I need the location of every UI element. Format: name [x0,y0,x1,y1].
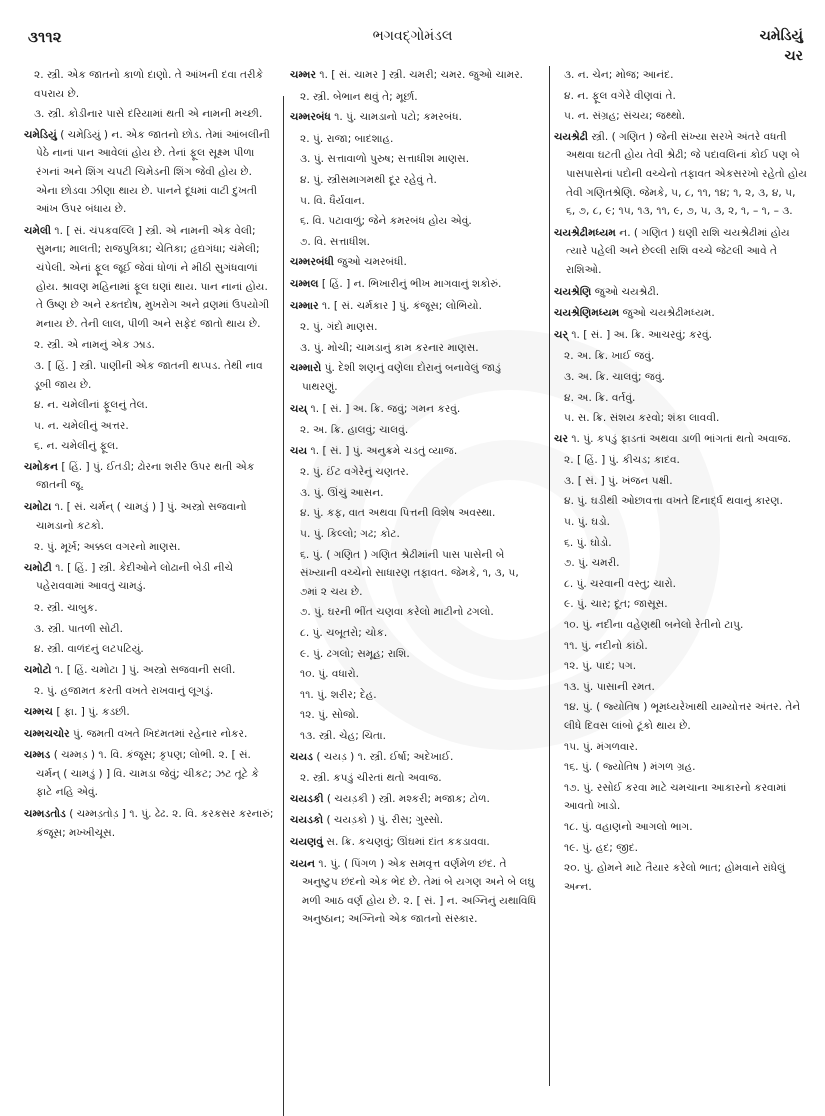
definition-text: ૬. ન. ચમેલીનું ફૂલ. [34,440,119,453]
definition-text: ૧. [ સં. ] અ. ક્રિ. આચરવું; કરવું. [571,328,712,341]
headword: ચયશ્રેણિમધ્યમ [554,307,620,320]
entry-sense [290,130,538,149]
dictionary-entry [554,326,808,345]
dictionary-entry [290,297,538,316]
definition-text: ૨. પું. મૂર્ખ; અક્કલ વગરનો માણસ. [34,541,181,554]
definition-text: ૧૬. પું. ( જ્યોતિષ ) મંગળ ગ્રહ. [564,761,696,774]
entry-sense [290,603,538,622]
definition-text: ૨. સ્ત્રી. એ નામનું એક ઝાડ. [34,339,155,352]
definition-text: જુઓ ચમરબંધી. [337,256,407,269]
column-left [24,66,276,1106]
column-right [554,66,808,1106]
entry-sense [554,492,808,511]
entry-sense [24,336,276,355]
dictionary-entry [290,108,538,127]
definition-text: ૧. [ સં. ચર્મન્ ( ચામડું ) ] પું. અસ્ત્રો સજવાનો ચામડાનો કટકો. [36,501,247,532]
definition-text: ૭. પું. ઘરની ભીંત ચણવા કરેલો માટીનો ઢગલો. [300,606,494,619]
definition-text: ૨૦. પું. હોમને માટે તૈયાર કરેલો ભાત; હોમવાને રાંધેલું અન્ન. [564,862,786,893]
definition-text: સ્ત્રી. ( ગણિત ) જેની સંખ્યા સરખે અંતરે વધતી અથવા ઘટતી હોય તેવી શ્રેઢી; જે પદાવલિનાં કોઈ પણ બે પાસપાસેનાં પદોની વચ્ચેનો તફાવત એકસરખો રહેતો હોય તેવી ગણિતશ્રેણિ. જેમકે, ૫, ૮, ૧૧, ૧૪; ૧, ૨, ૩, ૪, ૫, ૬, ૭, ૮, ૯; ૧૫, ૧૩, ૧૧, ૯, ૭, ૫, ૩, ૨, ૧, – ૧, – ૩. [566,130,807,218]
dictionary-entry [24,559,276,596]
entry-sense [290,421,538,440]
dictionary-entry [24,222,276,334]
entry-sense [24,538,276,557]
headword: ચમ્મડ [24,749,51,762]
definition-text: ૩. [ સં. ] પું. ખંજન પક્ષી. [564,474,673,487]
entry-sense [554,451,808,470]
entry-sense [290,504,538,523]
headword: ચમ્મડતોડ [24,807,66,820]
headword: ચયશ્રેણિ [554,285,592,298]
entry-sense [290,150,538,169]
definition-text: ૯. પું. ચાર; દૂત; જાસૂસ. [564,598,668,611]
entry-sense [554,758,808,777]
dictionary-entry [290,811,538,830]
definition-text: ૫. પું. કિલ્લો; ગઢ; કોટ. [300,528,400,541]
headword: ચમોટા [24,501,52,514]
definition-text: ૧. [ સં. ચામર ] સ્ત્રી. ચમરી; ચમર. જુઓ ચામર. [319,69,524,81]
definition-text: પું. જમતી વખતે ખિદમતમાં રહેનાર નોકર. [72,727,248,740]
entry-sense [554,368,808,387]
entry-sense [290,686,538,705]
headword: ચમ્મચચોર [24,727,70,740]
entry-sense [554,678,808,697]
entry-sense [290,727,538,746]
definition-text: ૨. અ. ક્રિ. ખાઈ જવું. [564,350,655,363]
entry-sense [290,484,538,503]
dictionary-entry [290,275,538,294]
definition-text: ( ચમેડિ઼યું ) ન. એક જાતનો છોડ. તેમાં આંબલીની પેઠે નાનાં પાન આવેલાં હોય છે. તેનાં ફૂલ સૂક્ષ્મ પીળા રંગનાં અને શિંગ ચપટી ચિમેડની શિંગ જેવી હોય છે. એના છોડવા ઝીણા થાય છે. પાનને દૂધમાં વાટી દુખતી આંખ ઉપર બંધાય છે. [36,128,270,216]
entry-sense [290,645,538,664]
headword: ચયડકી [290,792,324,805]
entry-sense [24,437,276,456]
definition-text: ૨. સ્ત્રી. ચાબુક. [34,602,98,615]
dictionary-entry [554,128,808,221]
definition-text: ૧૦. પું. નદીના વહેણથી બનેલો રેતીનો ટાપુ. [564,619,744,632]
dictionary-entry [24,126,276,219]
entry-sense [554,779,808,816]
entry-sense [554,472,808,491]
definition-text: ૧૨. પું. પાદ; પગ. [564,660,637,673]
definition-text: ૪. ન. ચમેલીનાં ફૂલનું તેલ. [34,399,149,412]
page-number: ૩૧૧૨ [28,28,62,46]
definition-text: ૪. અ. ક્રિ. વર્તવું. [564,391,636,404]
definition-text: ૧. [ સં. ] અ. ક્રિ. જવું; ગમન કરવું. [310,402,461,415]
definition-text: ૧. [ હિં. ચમોટા ] પું. અસ્ત્રો સજવાની સલી. [54,663,236,676]
headword: ચયણવું [290,835,323,848]
dictionary-entry [290,442,538,461]
headword: ચયન [290,857,316,870]
entry-sense [290,212,538,231]
entry-sense [290,525,538,544]
entry-sense [554,513,808,532]
definition-text: ૧. [ સં. ] પું. અનુક્રમે ચડતું વ્યાજ. [310,444,458,457]
definition-text: ૬. પું. ( ગણિત ) ગણિત શ્રેઢીમાંની પાસ પાસેની બે સંખ્યાની વચ્ચેનો સાધારણ તફાવત. જેમકે, ૧, ૩, ૫, ૭માં ૨ ચય છે. [300,548,519,598]
dictionary-entry [554,304,808,323]
entry-sense [554,657,808,676]
entry-sense [24,66,276,103]
definition-text: ૧૪. પું. ( જ્યોતિષ ) ભૂમધ્યરેખાથી યામ્યોત્તર અંતર. તેને લીધે દિવસ લાંબો ટૂંકો થાય છે. [564,701,801,732]
entry-sense [290,665,538,684]
definition-text: ૪. પું. ઘડીથી ઓછાવત્તા વખતે દિનાર્દ્ધ થવાનું કારણ. [564,495,783,508]
dictionary-entry [24,661,276,680]
dictionary-entry [290,66,538,85]
definition-text: ન. ( ગણિત ) ઘણી રાશિ ચયશ્રેઢીમાં હોય ત્યારે પહેલી અને છેલ્લી રાશિ વચ્ચે જેટલી આવે તે રાશિઓ. [566,226,790,276]
entry-sense [554,534,808,553]
definition-text: ૫. પું. ઘડો. [564,516,611,529]
definition-text: ૨. સ્ત્રી. કપડું ચીરતાં થતો અવાજ. [300,772,442,785]
entry-sense [554,698,808,735]
definition-text: ૧૦. પું. વધારો. [300,668,359,681]
entry-sense [554,616,808,635]
dictionary-entry [290,855,538,929]
page-header [0,0,825,64]
definition-text: ૭. વિ. સત્તાધીશ. [300,235,371,248]
definition-text: ૩. ન. ચેન; મોજ; આનંદ. [564,69,674,81]
definition-text: ૩. પું. સત્તાવાળો પુરુષ; સત્તાધીશ માણસ. [300,153,470,166]
entry-sense [24,417,276,436]
definition-text: જુઓ ચયશ્રેઢીમધ્યમ. [622,307,715,320]
headword: ચમોકન [24,460,58,473]
entry-sense [554,66,808,85]
entry-sense [554,409,808,428]
definition-text: ૨. [ હિં. ] પું. કીચડ; કાદવ. [564,454,680,467]
definition-text: ૧૧. પું. નદીનો કાંઠો. [564,639,648,652]
entry-sense [554,575,808,594]
definition-text: [ ફા. ] પું. કડછી. [56,706,130,718]
headword: ચમેડિયું [24,128,57,141]
dictionary-entry [554,283,808,302]
entry-sense [554,637,808,656]
entry-sense [24,396,276,415]
definition-text: ૭. પું. ચમરી. [564,557,620,570]
dictionary-entry [554,430,808,449]
headword: ચયશ્રેઢી [554,130,589,143]
headword: ચર્ [554,328,568,341]
definition-text: ૨. અ. ક્રિ. હાલવું; ચાલવું. [300,424,409,437]
entry-sense [290,233,538,252]
headword: ચમ્મર [290,69,316,81]
headword: ચમોટો [24,663,52,676]
definition-text: ( ચમ્મડ઼તોડ઼ ] ૧. પું. ઢેઢ. ૨. વિ. કરકસર કરનારું; કંજૂસ; મખ્ખીચૂસ. [36,807,274,839]
column-middle [290,66,538,1106]
entry-sense [24,105,276,124]
dictionary-entry [24,703,276,722]
entry-sense [554,389,808,408]
entry-sense [554,818,808,837]
headword: ચમોટી [24,561,52,574]
definition-text: ૨. સ્ત્રી. એક જાતનો કાળો દાણો. તે આંખની દવા તરીકે વપરાય છે. [34,69,264,100]
definition-text: ૫. ન. સંગ્રહ; સંચય; જથ્થો. [564,110,686,123]
definition-text: ૩. સ્ત્રી. કોડીનાર પાસે દરિયામાં થતી એ નામની મચ્છી. [34,108,263,121]
entry-sense [290,88,538,107]
definition-text: ૮. પું. ચરવાની વસ્તુ; ચારો. [564,577,676,590]
entry-sense [554,107,808,126]
headword: ચમ્મચ [24,706,53,718]
dictionary-entry [290,400,538,419]
entry-sense [290,339,538,358]
headword: ચમ્મારો [290,362,322,375]
definition-text: ૧૧. પું. શરીર; દેહ. [300,688,377,701]
guide-word-top: ચમેડિયું [759,28,803,44]
definition-text: ૯. પું. ઢગલો; સમૂહ; રાશિ. [300,647,410,660]
page-title: ભગવદ્ગોમંડલ [372,28,453,44]
definition-text: ૩. [ હિં. ] સ્ત્રી. પાણીની એક જાતની થપ્પડ. તેથી નાવ ડૂબી જાય છે. [34,359,263,391]
guide-word-bottom: ચર [784,48,803,64]
entry-sense [24,357,276,394]
entry-sense [554,738,808,757]
headword: ચમ્મરબંધી [290,256,334,269]
entry-sense [24,599,276,618]
entry-sense [554,554,808,573]
definition-text: ૧૭. પું. રસોઈ કરવા માટે ચમચાના આકારનો કરવામાં આવતો ખાડો. [564,781,787,813]
definition-text: ૧. [ હિં. ] સ્ત્રી. કેદીઓને લોઢાની બેડી નીચે પહેરાવવામાં આવતું ચામડું. [36,561,234,593]
definition-text: ૬. વિ. પટાવાળું; જેને કમરબંધ હોય એવું. [300,215,472,228]
entry-sense [554,347,808,366]
headword: ચર [554,432,568,445]
definition-text: ૧. [ સં. ચંપકવલ્લિ ] સ્ત્રી. એ નામની એક વેલી; સુમના; માલતી; રાજપુત્રિકા; ચેતિકા; હૃદ્યગંધા; ચંમેલી; ચંપેલી. એનાં ફૂલ જૂઈ જેવાં ધોળાં ને મીઠી સુગંધવાળાં હોય. શ્રાવણ મહિનામાં ફૂલ ઘણાં થાય. પાન નાનાં હોય. તે ઉષ્ણ છે અને રક્તદોષ, મુખરોગ અને વ્રણમાં ઉપયોગી મનાય છે. તેની લાલ, પીળી અને સફેદ જાતો થાય છે. [36,224,270,330]
dictionary-entry [290,833,538,852]
definition-text: ૮. પું. ચબૂતરો; ચોક. [300,627,388,640]
definition-text: ૩. પું. મોચી; ચામડાનું કામ કરનાર માણસ. [300,341,479,354]
headword: ચય્ [290,402,308,415]
entry-sense [24,640,276,659]
entry-sense [290,463,538,482]
entry-sense [290,171,538,190]
dictionary-entry [290,790,538,809]
definition-text: ૧. પું. કપડું ફાડતાં અથવા ડાળી ભાંગતાં થતો અવાજ. [571,432,792,445]
definition-text: ૪. ન. ફૂલ વગેરે વીણવાં તે. [564,89,676,102]
dictionary-entry [24,498,276,535]
headword: ચયડ [290,750,313,763]
entry-sense [24,682,276,701]
entry-sense [554,87,808,106]
entry-sense [554,839,808,858]
dictionary-entry [24,725,276,744]
definition-text: ( ચયડ઼ ) ૧. સ્ત્રી. ઈર્ષા; અદેખાઈ. [316,750,454,763]
definition-text: ૨. પું. રાજા; બાદશાહ. [300,132,394,145]
definition-text: ૨. પું. ગંદો માણસ. [300,321,378,334]
definition-text: [ હિં. ] પું. ઈતડી; ઢોરના શરીર ઉપર થતી એક જાતની જૂ. [36,460,255,492]
definition-text: ૪. પું. કફ, વાત અથવા પિત્તની વિશેષ અવસ્થા. [300,507,496,520]
entry-sense [554,595,808,614]
entry-sense [554,859,808,896]
definition-text: ૨. પું. હજામત કરતી વખતે રાખવાનું લૂગડું. [34,685,214,698]
definition-text: ૨. પું. ઈંટ વગેરેનું ચણતર. [300,466,409,479]
definition-text: ૫. વિ. ધૈર્યવાન. [300,194,365,207]
headword: ચયડકો [290,814,324,827]
definition-text: ૪. સ્ત્રી. વાળંદનું લટપટિયું. [34,643,144,656]
dictionary-entry [290,253,538,272]
definition-text: જુઓ ચયશ્રેઢી. [594,285,660,298]
definition-text: ( ચમ્મડ઼ ) ૧. વિ. કંજૂસ; કૃપણ; લોભી. ૨. [ સં. ચર્મન્ ( ચામડું ) ] વિ. ચામડા જેવું; ચીકટ; ઝટ તૂટે કે ફાટે નહિ એવું. [36,749,259,799]
definition-text: ( ચયડ઼કો ) પું. રીસ; ગુસ્સો. [326,814,444,827]
definition-text: [ હિં. ] ન. ભિખારીનું ભીખ માગવાનું શકોરું. [321,277,502,290]
definition-text: ૧. [ સં. ચર્મકાર ] પું. કંજૂસ; લોભિયો. [321,299,482,312]
definition-text: ૧૯. પું. હદ; જીદ. [564,841,639,854]
headword: ચમ્મલ [290,277,319,290]
definition-text: પું. દેશી શણનું વણેલા દોરાનું બનાવેલું જાડું પાથરણું. [302,362,501,393]
headword: ચયશ્રેઢીમધ્યમ [554,226,616,239]
definition-text: ૧૩. સ્ત્રી. ચેહ; ચિતા. [300,730,386,742]
dictionary-entry [290,748,538,767]
definition-text: ૫. સ. ક્રિ. સંશય કરવો; શંકા લાવવી. [564,412,720,425]
definition-text: ૩. સ્ત્રી. પાતળી સોટી. [34,622,123,635]
definition-text: ૧૨. પું. સોજો. [300,709,360,722]
entry-sense [290,706,538,725]
definition-text: ૧૩. પું. પાસાની રમત. [564,680,655,693]
headword: ચમ્માર [290,299,319,312]
definition-text: ૪. પું. સ્ત્રીસમાગમથી દૂર રહેવું તે. [300,173,437,186]
entry-sense [290,318,538,337]
headword: ચમેલી [24,224,51,237]
definition-text: ૧૫. પું. મંગળવાર. [564,740,639,753]
entry-sense [290,546,538,602]
dictionary-entry [24,458,276,495]
entry-sense [24,620,276,639]
definition-text: ૧. પું. ( પિંગળ ) એક સમવૃત્ત વર્ણમેળ છંદ. તે અનુષ્ટુપ છંદનો એક ભેદ છે. તેમાં બે યગણ અને બે લઘુ મળી આઠ વર્ણ હોય છે. ૨. [ સં. ] ન. અગ્નિનું યથાવિધિ અનુષ્ઠાન; અગ્નિનો એક જાતનો સંસ્કાર. [302,857,537,926]
definition-text: ૩. પું. ઊંચું આસન. [300,486,384,499]
definition-text: ૩. અ. ક્રિ. ચાલવું; જવું. [564,370,665,383]
definition-text: ૬. પું. ઘોડો. [564,536,612,549]
entry-sense [290,192,538,211]
definition-text: ૧. પું. ચામડાનો પટો; કમરબંધ. [334,111,462,124]
dictionary-entry [290,359,538,396]
dictionary-columns [24,66,808,1106]
entry-sense [290,624,538,643]
entry-sense [290,769,538,788]
headword: ચય [290,444,308,457]
definition-text: સ. ક્રિ. કચણવું; ઊંઘમાં દાંત કકડાવવા. [326,835,490,848]
dictionary-entry [24,805,276,842]
dictionary-entry [24,746,276,802]
definition-text: ( ચયડ઼કી ) સ્ત્રી. મશ્કરી; મજાક; ટોળ. [326,792,490,805]
guide-words [760,26,803,66]
dictionary-entry [554,224,808,280]
definition-text: ૨. સ્ત્રી. બેભાન થવું તે; મૂર્છા. [300,90,418,103]
headword: ચમ્મરબંધ [290,111,331,124]
definition-text: ૧૮. પું. વહાણનો આગલો ભાગ. [564,820,693,833]
definition-text: ૫. ન. ચમેલીનું અત્તર. [34,419,129,432]
